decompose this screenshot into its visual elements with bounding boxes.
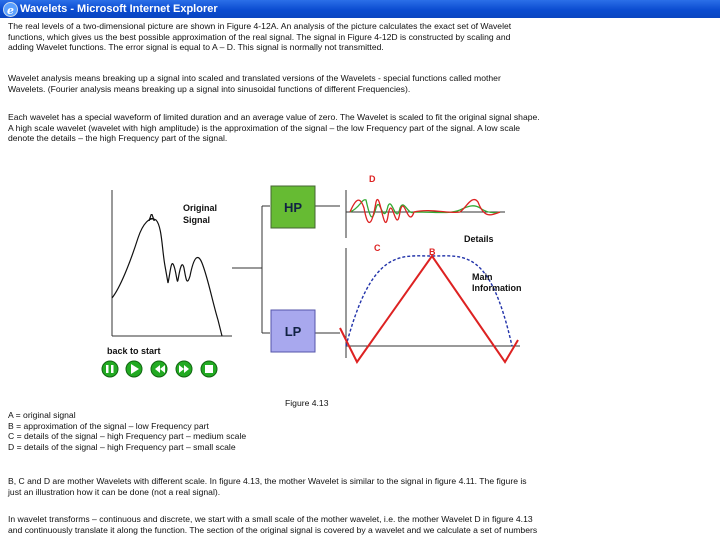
paragraph-2: Wavelet analysis means breaking up a signal into scaled and translated versions of the Wavelets - special functions called mother Wavelets. (Fourier analysis means breaking up a signal into sinusoidal functions of different Frequencies). [8,73,501,94]
nav-button-stop[interactable] [201,361,217,377]
paragraph-5: In wavelet transforms – continuous and discrete, we start with a small scale of the mother wavelet, i.e. the mother Wavelet D in figure 4.13 and continuously translate it along the function. The section of the original signal is covered by a wavelet and we calculate a set of numbers [8,514,538,535]
original-label-line1: Original [183,203,218,213]
legend: A = original signal B = approximation of the signal – low Frequency part C = details of the signal – high Frequency part – medium scale D = details of the signal – high Frequency part – small scale [8,410,247,452]
label-b: B [429,247,436,257]
wavelet-diagram [0,168,720,428]
hp-filter-box [271,186,315,228]
original-signal-plot [112,190,232,336]
nav-button-fast-forward[interactable] [176,361,192,377]
paragraph-4: B, C and D are mother Wavelets with different scale. In figure 4.13, the mother Wavelet is similar to the signal in figure 4.11. The figure is just an illustration how it can be done (not a real signal). [8,476,527,497]
lp-filter-box [271,310,315,352]
nav-button-play-1[interactable] [102,361,118,377]
page-content [0,18,720,540]
label-d: D [369,174,376,184]
details-plot [346,174,505,253]
back-to-start-label[interactable]: back to start [107,346,161,356]
main-info-line2: Information [472,283,522,293]
main-info-line1: Main [472,272,493,282]
details-label: Details [464,234,494,244]
main-information-plot [340,247,522,362]
window-title: Wavelets - Microsoft Internet Explorer [20,3,218,15]
nav-button-play-2[interactable] [126,361,142,377]
original-label-line2: Signal [183,215,211,225]
nav-button-rewind[interactable] [151,361,167,377]
label-a: A [148,213,156,224]
lp-label: LP [284,324,302,339]
hp-label: HP [283,200,303,215]
window-titlebar [0,0,720,18]
stop-icon [205,365,213,373]
internet-explorer-icon: e [3,2,18,17]
figure-caption: Figure 4.13 [285,398,329,408]
paragraph-3: Each wavelet has a special waveform of limited duration and an average value of zero. The Wavelet is scaled to fit the original signal shape. A high scale wavelet (wavelet with high amplitude) is the approximation of the signal – the low Frequency part of the signal. A low scale denote the details – the high Frequency part of the signal. [8,112,540,143]
paragraph-1: The real levels of a two-dimensional picture are shown in Figure 4-12A. An analysis of the picture calculates the exact set of Wavelet functions, which gives us the best possible approximation of the real signal. The signal in Figure 4-12D is constructed by scaling and adding Wavelet functions. The error signal is equal to A – D. This signal is normally not transmitted. [8,21,512,52]
label-c: C [374,243,381,253]
